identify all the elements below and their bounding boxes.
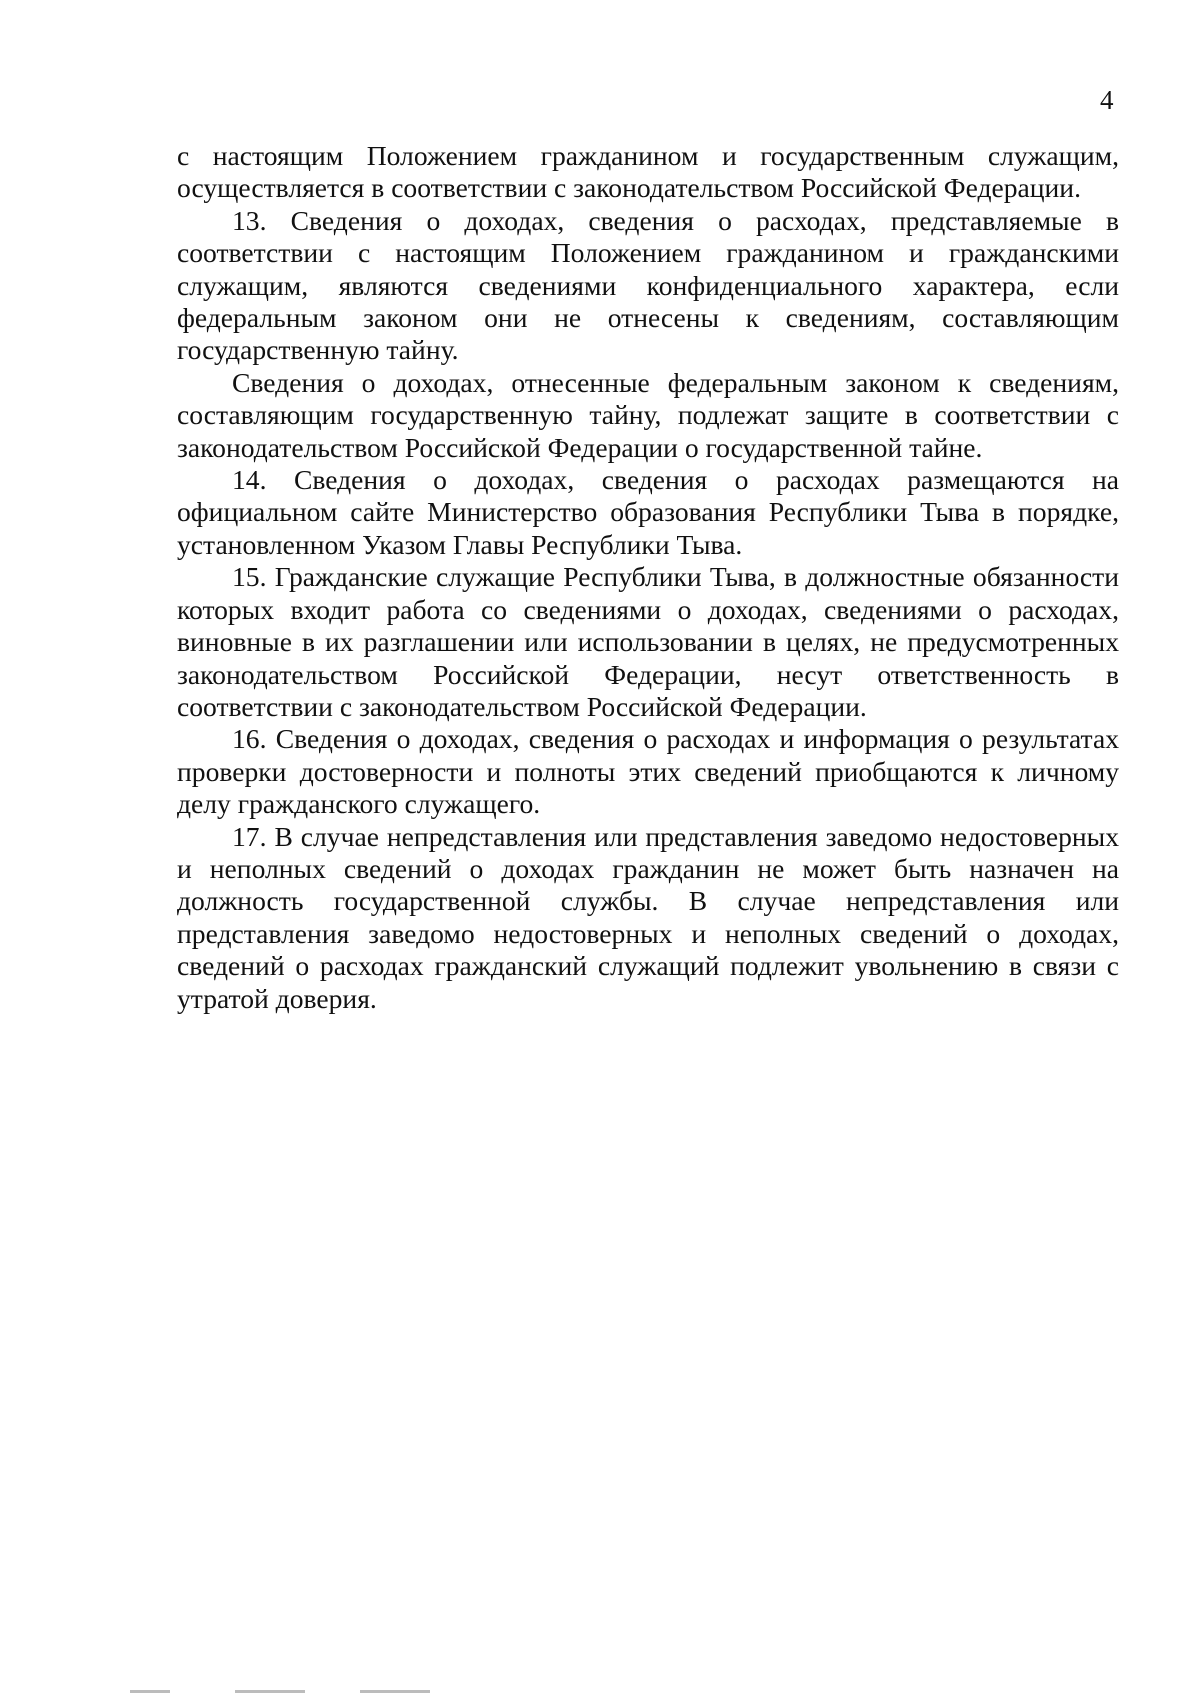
paragraph-13-secret: Сведения о доходах, отнесенные федеральным законом к сведениям, составляющим государственную тайну, подлежат защите в соответствии с законодательством Российской Федерации о государственной тайне. (177, 366, 1119, 463)
paragraph-16: 16. Сведения о доходах, сведения о расходах и информация о результатах проверки достоверности и полноты этих сведений приобщаются к личному делу гражданского служащего. (177, 723, 1119, 820)
paragraph-17: 17. В случае непредставления или представления заведомо недостоверных и неполных сведений о доходах гражданин не может быть назначен на должность государственной службы. В случае непредставления или представления заведомо недостоверных и неполных сведений о доходах, сведений о расходах гражданский служащий подлежит увольнению в связи с утратой доверия. (177, 820, 1119, 1014)
paragraph-13: 13. Сведения о доходах, сведения о расходах, представляемые в соответствии с настоящим Положением гражданином и гражданскими служащим, являются сведениями конфиденциального характера, если федеральным законом они не отнесены к сведениям, составляющим государственную тайну. (177, 204, 1119, 366)
document-body (177, 140, 1119, 1015)
paragraph-continuation: с настоящим Положением гражданином и государственным служащим, осуществляется в соответствии с законодательством Российской Федерации. (177, 140, 1119, 204)
paragraph-15: 15. Гражданские служащие Республики Тыва, в должностные обязанности которых входит работа со сведениями о доходах, сведениями о расходах, виновные в их разглашении или использовании в целях, не предусмотренных законодательством Российской Федерации, несут ответственность в соответствии с законодательством Российской Федерации. (177, 561, 1119, 722)
page-number: 4 (1100, 85, 1114, 115)
paragraph-14: 14. Сведения о доходах, сведения о расходах размещаются на официальном сайте Министерство образования Республики Тыва в порядке, установленном Указом Главы Республики Тыва. (177, 464, 1119, 560)
scan-artifact (130, 1690, 490, 1696)
